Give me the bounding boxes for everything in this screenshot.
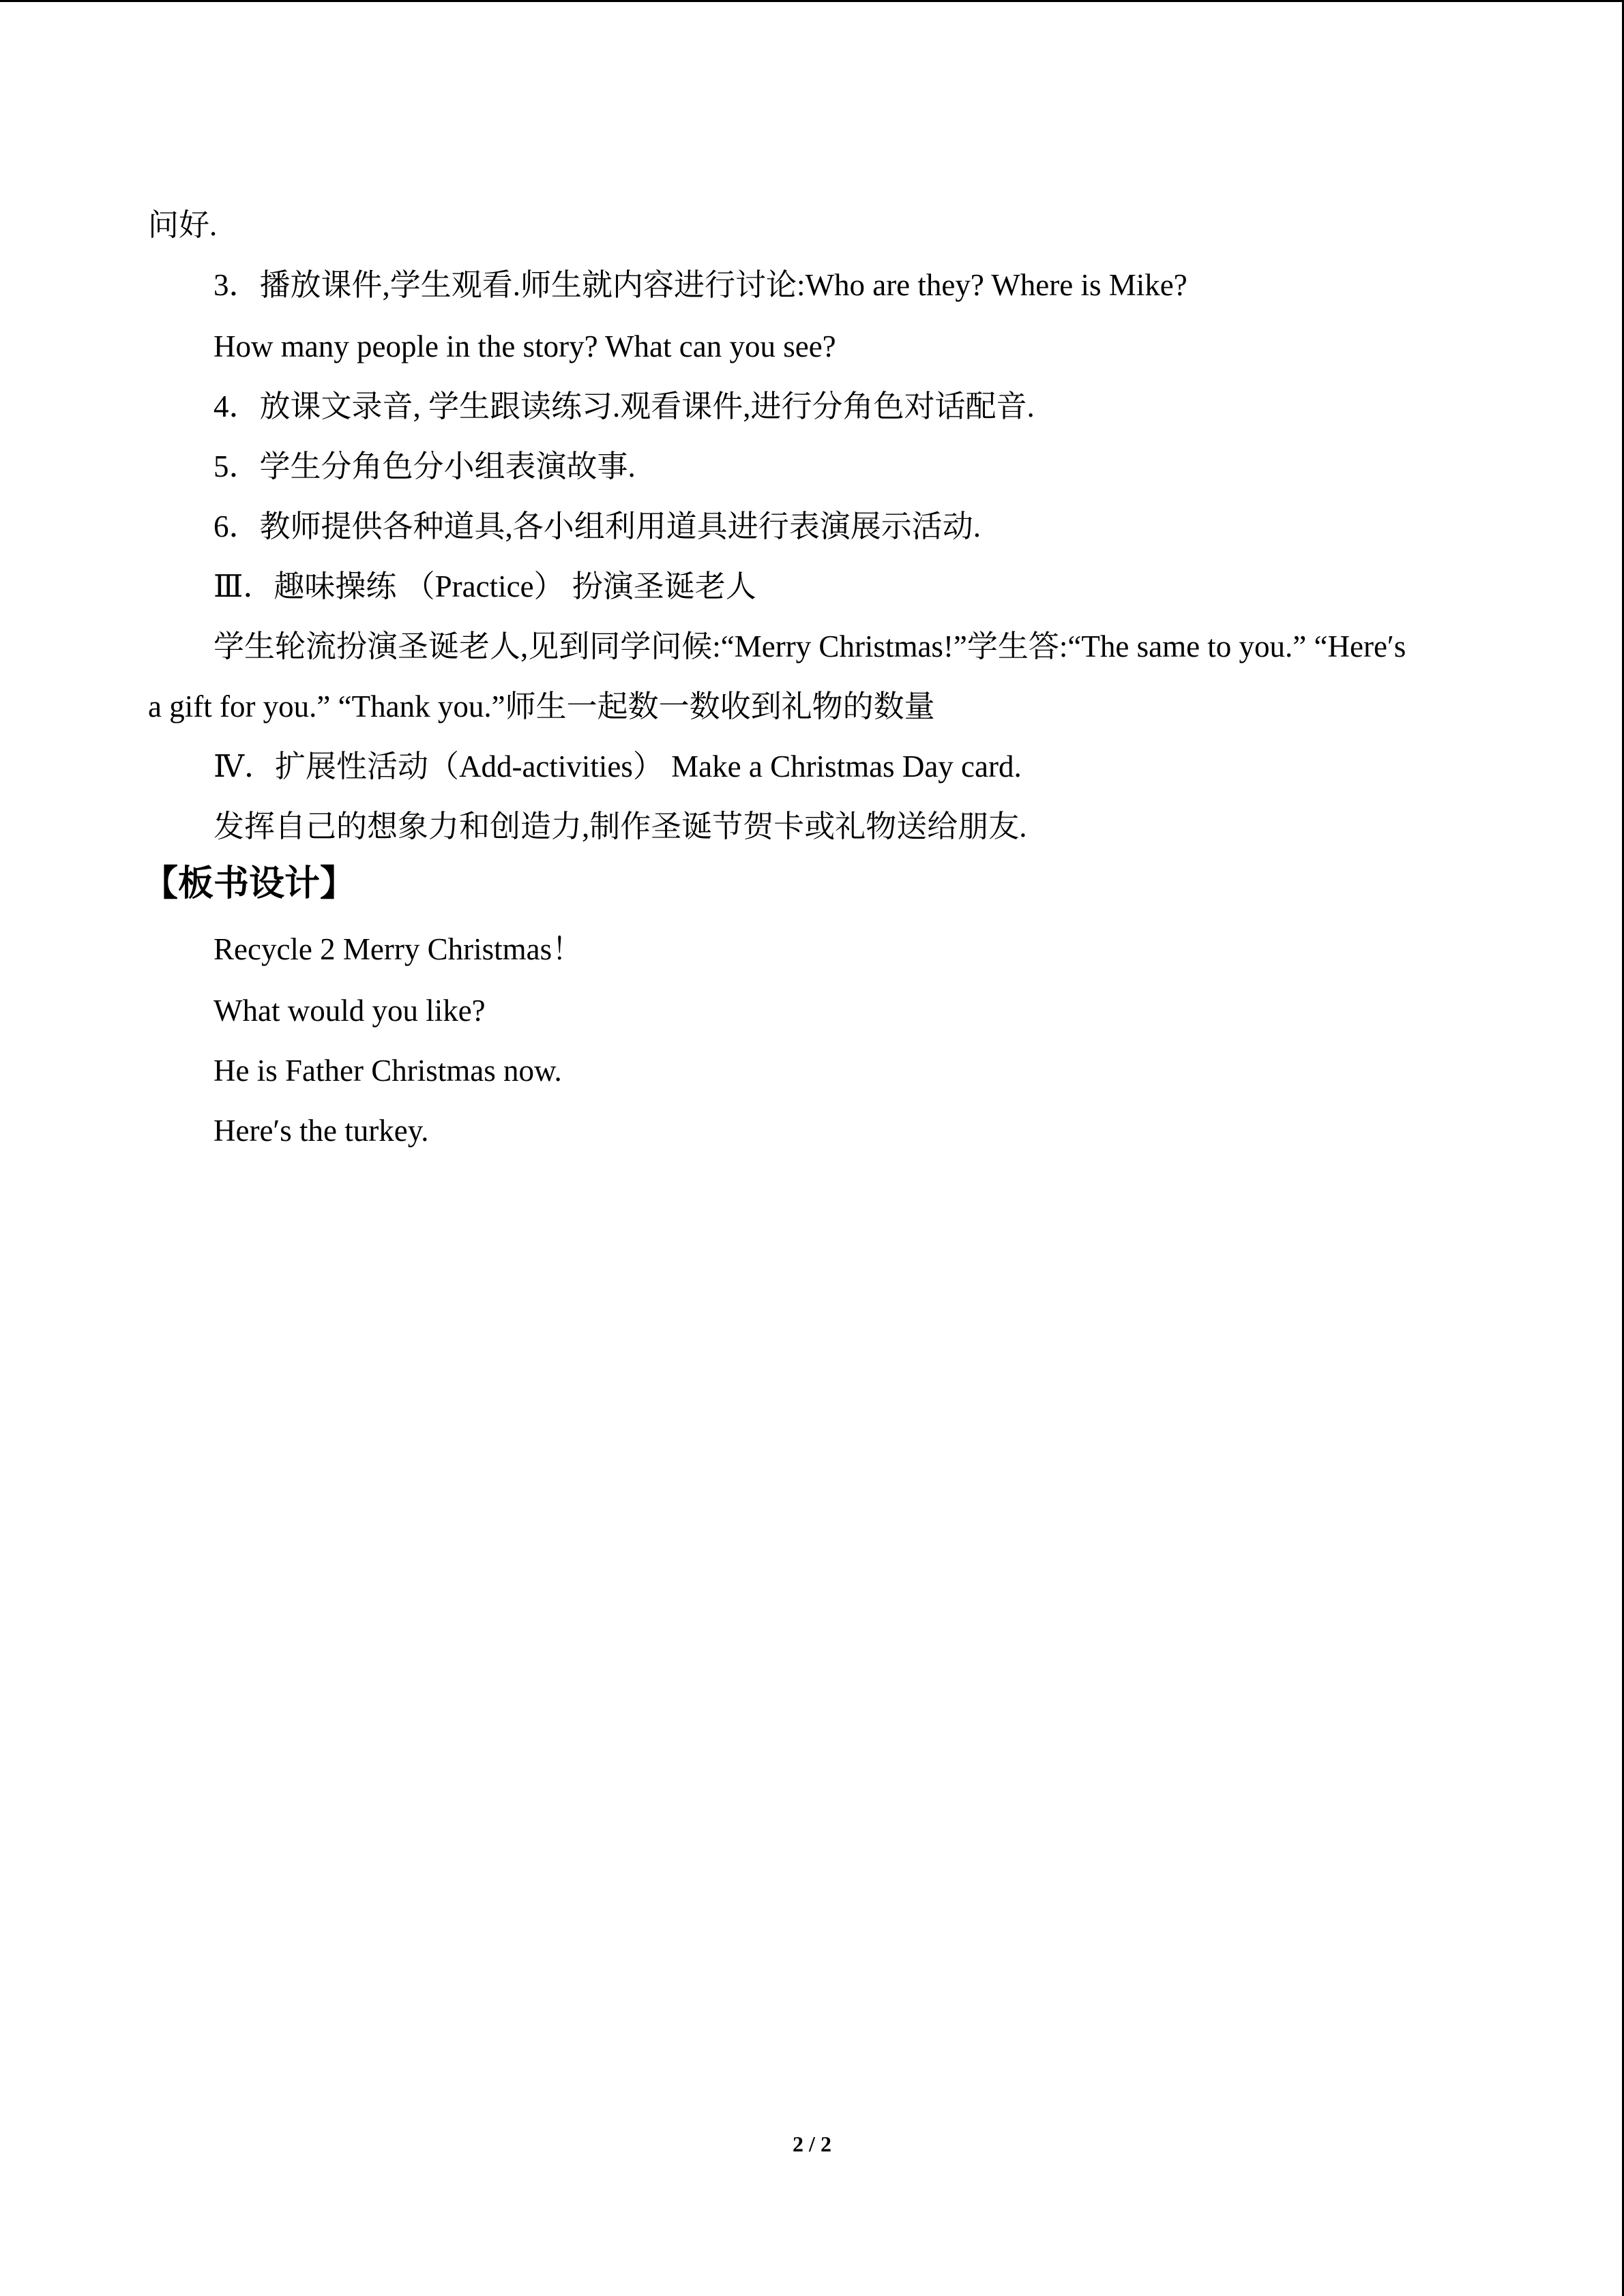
- text-line: 学生轮流扮演圣诞老人,见到同学问候:“Merry Christmas!”学生答:“The same to you.” “Here′s: [213, 629, 1406, 664]
- section-heading-add-activities: Ⅳ．扩展性活动（Add-activities） Make a Christmas Day card.: [213, 749, 1022, 784]
- page-number: 2 / 2: [793, 2132, 831, 2156]
- text-line: How many people in the story? What can you see?: [213, 329, 836, 363]
- text-line: 6．教师提供各种道具,各小组利用道具进行表演展示活动.: [213, 509, 981, 543]
- page-border-top: [0, 0, 1624, 2]
- board-design-heading: 【板书设计】: [143, 863, 356, 904]
- text-line: 问好.: [148, 208, 218, 242]
- text-line: 5．学生分角色分小组表演故事.: [213, 449, 636, 483]
- board-line: He is Father Christmas now.: [213, 1054, 562, 1088]
- board-line: Recycle 2 Merry Christmas！: [213, 932, 583, 966]
- board-line: Here′s the turkey.: [213, 1114, 429, 1148]
- text-line: 3．播放课件,学生观看.师生就内容进行讨论:Who are they? Where is Mike?: [213, 268, 1187, 302]
- board-line: What would you like?: [213, 994, 486, 1028]
- text-line: a gift for you.” “Thank you.”师生一起数一数收到礼物的数量: [148, 689, 935, 724]
- section-heading-practice: Ⅲ．趣味操练 （Practice） 扮演圣诞老人: [213, 569, 756, 603]
- text-line: 4．放课文录音, 学生跟读练习.观看课件,进行分角色对话配音.: [213, 389, 1035, 423]
- text-line: 发挥自己的想象力和创造力,制作圣诞节贺卡或礼物送给朋友.: [213, 809, 1027, 844]
